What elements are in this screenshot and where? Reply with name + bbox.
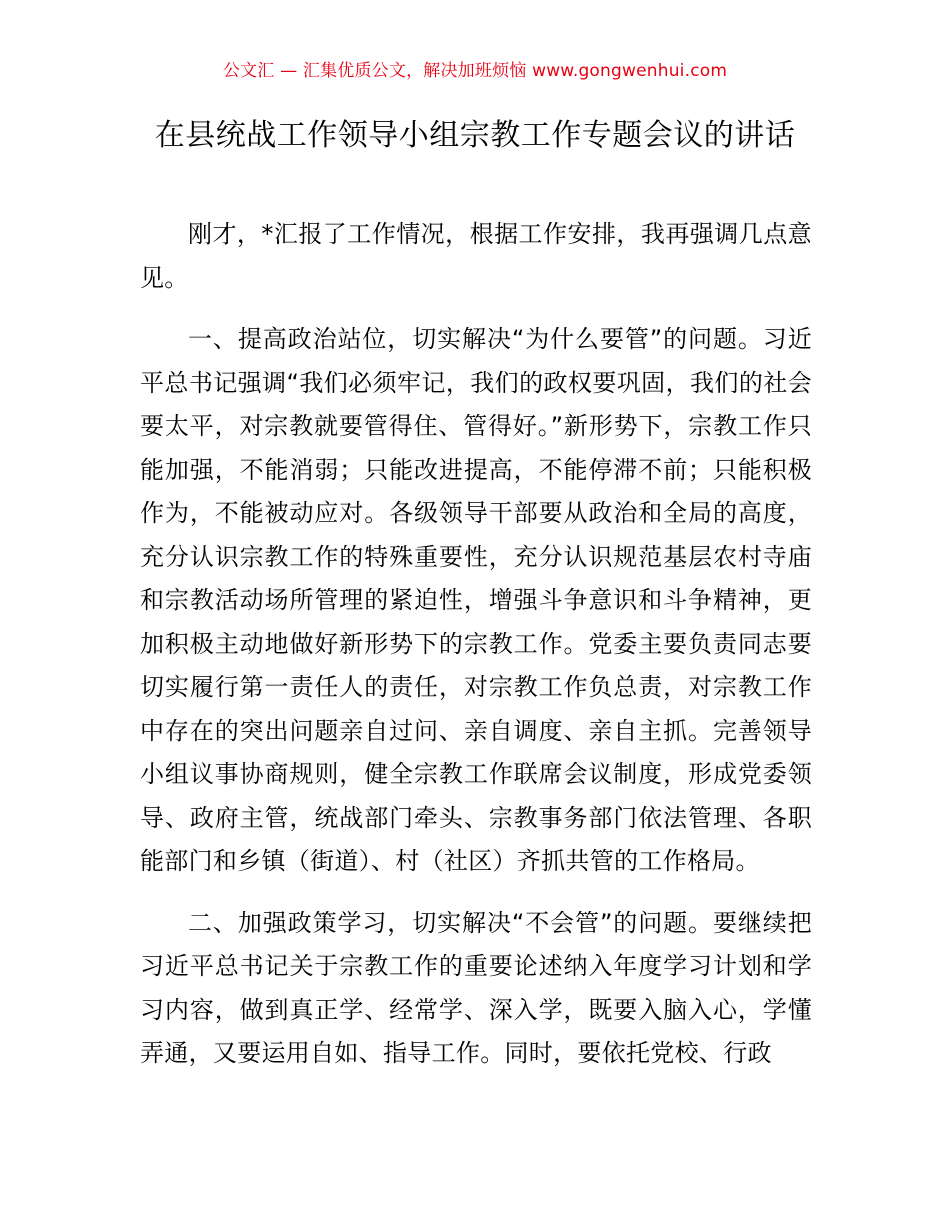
site-banner: 公文汇 — 汇集优质公文，解决加班烦恼 www.gongwenhui.com — [222, 61, 728, 81]
paragraph-section-two: 二、加强政策学习，切实解决“不会管”的问题。要继续把习近平总书记关于宗教工作的重要论述纳入年度学习计划和学习内容，做到真正学、经常学、深入学，既要入脑入心，学懂弄通，又要运用自如、指导工作。同时，要依托党校、行政 — [140, 908, 812, 1067]
document-title: 在县统战工作领导小组宗教工作专题会议的讲话 — [154, 118, 796, 153]
paragraph-section-one: 一、提高政治站位，切实解决“为什么要管”的问题。习近平总书记强调“我们必须牢记，我们的政权要巩固，我们的社会要太平，对宗教就要管得住、管得好。”新形势下，宗教工作只能加强，不能消弱；只能改进提高，不能停滞不前；只能积极作为，不能被动应对。各级领导干部要从政治和全局的高度，充分认识宗教工作的特殊重要性，充分认识规范基层农村寺庙和宗教活动场所管理的紧迫性，增强斗争意识和斗争精神，更加积极主动地做好新形势下的宗教工作。党委主要负责同志要切实履行第一责任人的责任，对宗教工作负总责，对宗教工作中存在的突出问题亲自过问、亲自调度、亲自主抓。完善领导小组议事协商规则，健全宗教工作联席会议制度，形成党委领导、政府主管，统战部门牵头、宗教事务部门依法管理、各职能部门和乡镇（街道）、村（社区）齐抓共管的工作格局。 — [140, 325, 812, 875]
document-body — [140, 213, 812, 1076]
paragraph-intro: 刚才，*汇报了工作情况，根据工作安排，我再强调几点意见。 — [140, 220, 812, 292]
